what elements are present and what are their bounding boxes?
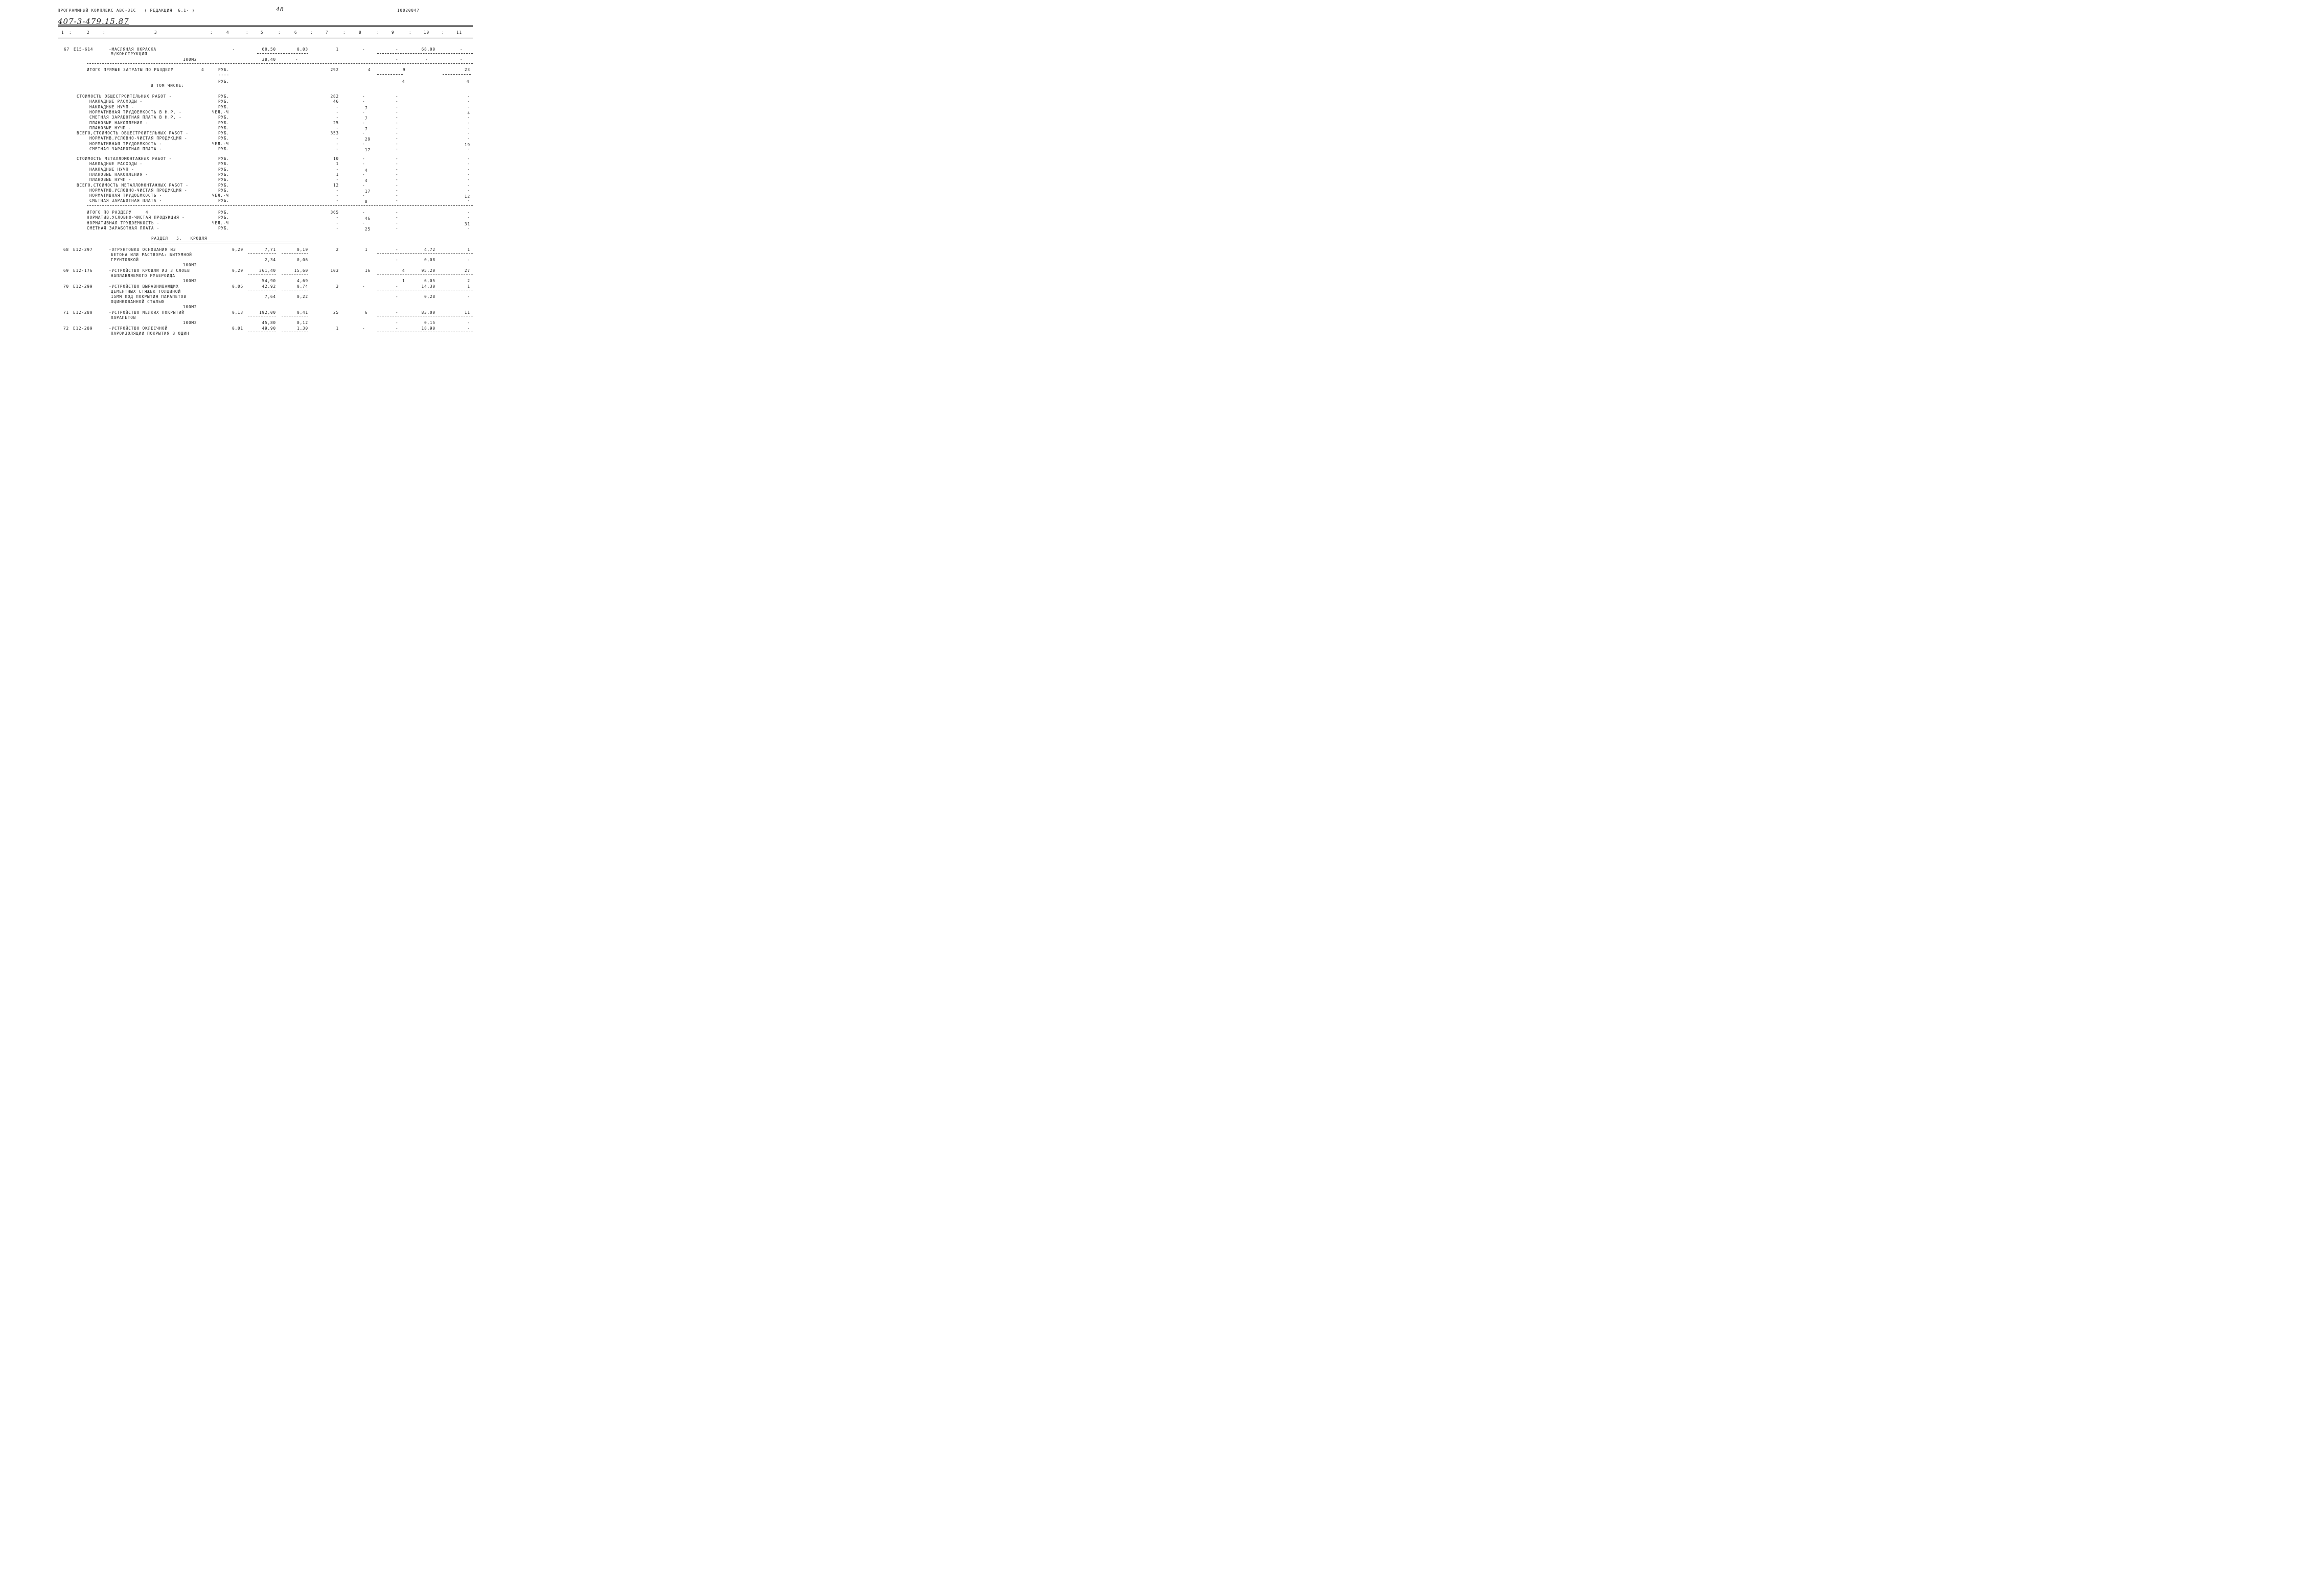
cell-c6-wage: 0,22: [297, 294, 308, 299]
item-number: 71: [63, 310, 69, 315]
item-name-line: БЕТОНА ИЛИ РАСТВОРА: БИТУМНОЙ: [111, 252, 192, 257]
cell-c10: 4,72: [424, 247, 435, 252]
item-name-line: ГРУНТОВКОЙ: [111, 258, 139, 262]
summary-c8: 17: [365, 189, 371, 194]
summary-label: ПЛАНОВЫЕ НУЧП -: [89, 125, 132, 130]
cell-c8: -: [362, 284, 365, 289]
summary-c11: -: [467, 210, 470, 215]
summary-c11: 31: [465, 221, 470, 226]
summary-c11: -: [467, 131, 470, 136]
summary-c8: 25: [365, 226, 371, 232]
col-sep: :: [69, 30, 72, 35]
item-number: 68: [63, 247, 69, 252]
item-number: 70: [63, 284, 69, 289]
cell-c6-wage: -: [295, 57, 298, 62]
summary-label: НОРМАТИВ.УСЛОВНО-ЧИСТАЯ ПРОДУКЦИЯ -: [89, 188, 188, 193]
summary-unit: РУБ.: [218, 115, 229, 120]
direct-costs-c8: 4: [368, 67, 371, 72]
summary-c8: -: [362, 131, 365, 136]
summary-c9: -: [396, 104, 399, 109]
col-10: 10: [424, 30, 429, 35]
cell-divider: [257, 53, 308, 54]
cell-c9: -: [396, 310, 399, 315]
summary-unit: РУБ.: [218, 136, 229, 141]
summary-unit: РУБ.: [218, 225, 229, 230]
cell-c10: 95,20: [421, 268, 435, 273]
summary-unit: РУБ.: [218, 172, 229, 177]
cell-c4: -: [232, 47, 235, 52]
item-number: 69: [63, 268, 69, 273]
cell-c7: 2: [336, 247, 339, 252]
cell-c9-wage: -: [396, 57, 399, 62]
summary-c9: -: [396, 210, 399, 215]
summary-c9: -: [396, 182, 399, 188]
cell-c5-wage: 2,34: [265, 258, 276, 262]
summary-c8: 8: [365, 199, 368, 204]
item-name-line: ПАРАПЕТОВ: [111, 315, 136, 320]
summary-c7: 12: [333, 182, 339, 188]
direct-costs-label: ИТОГО ПРЯМЫЕ ЗАТРАТЫ ПО РАЗДЕЛУ: [87, 67, 174, 72]
item-name-cont: М/КОНСТРУКЦИЯ: [111, 52, 148, 56]
item-unit: 100М2: [183, 57, 197, 62]
cell-divider: [443, 74, 471, 75]
cell-c8: 16: [365, 268, 371, 273]
summary-c8: 4: [365, 168, 368, 173]
cell-c5: 7,71: [265, 247, 276, 252]
summary-c11: -: [467, 198, 470, 203]
item-number: 67: [64, 47, 70, 52]
cell-c4: 0,01: [232, 326, 243, 331]
estimate-page: [0, 0, 523, 353]
summary-label: НОРМАТИВНАЯ ТРУДОЕМКОСТЬ -: [89, 141, 163, 146]
program-header: ПРОГРАММНЫЙ КОМПЛЕКС АВС-3ЕС ( РЕДАКЦИЯ 6.1- ): [58, 8, 195, 13]
cell-c6: 0,41: [297, 310, 308, 315]
cell-c5-wage: 54,90: [262, 279, 276, 283]
cell-c6-wage: 0,06: [297, 258, 308, 262]
summary-c7: -: [336, 115, 339, 120]
cell-c4: 0,13: [232, 310, 243, 315]
direct-costs-c9: 9: [403, 67, 406, 72]
summary-c7: 46: [333, 99, 339, 104]
summary-c8: -: [362, 120, 365, 125]
cell-c11-wage: -: [467, 320, 470, 325]
summary-c11: -: [467, 99, 470, 104]
cell-c9: -: [396, 47, 399, 52]
summary-c9: -: [396, 136, 399, 141]
cell-c6: 15,60: [294, 268, 308, 273]
summary-label: НОРМАТИВНАЯ ТРУДОЕМКОСТЬ -: [87, 220, 160, 225]
item-code: Е12-289: [73, 326, 93, 331]
cell-c8: 6: [365, 310, 368, 315]
summary-label: СМЕТНАЯ ЗАРАБОТНАЯ ПЛАТА -: [89, 147, 163, 151]
summary-label: ВСЕГО,СТОИМОСТЬ МЕТАЛЛОМОНТАЖНЫХ РАБОТ -: [77, 182, 189, 188]
summary-c8: -: [362, 156, 365, 161]
summary-c11: -: [467, 136, 470, 141]
col-sep: :: [409, 30, 412, 35]
handwritten-reference: 407-3-479.15.87: [58, 17, 129, 26]
cell-c10: 14,30: [421, 284, 435, 289]
summary-c9: -: [396, 120, 399, 125]
summary-c11: -: [467, 225, 470, 230]
cell-c9: 4: [402, 268, 405, 273]
summary-c9: -: [396, 94, 399, 99]
summary-unit: РУБ.: [218, 188, 229, 193]
summary-c7: -: [336, 193, 339, 198]
cell-c4: 0,29: [232, 268, 243, 273]
cell-c9: -: [396, 247, 399, 252]
summary-unit: РУБ.: [218, 131, 229, 136]
summary-unit: РУБ.: [218, 177, 229, 182]
cell-c5-wage: 7,64: [265, 294, 276, 299]
cell-c10: 83,00: [421, 310, 435, 315]
cell-c6: 1,30: [297, 326, 308, 331]
summary-c9: -: [396, 215, 399, 220]
cell-c5-wage: 38,40: [262, 57, 276, 62]
cell-c10-wage: 0,28: [424, 294, 435, 299]
header-bottom-rule: [58, 37, 473, 38]
cell-c9-wage: -: [396, 294, 399, 299]
item-code: Е12-297: [73, 247, 93, 252]
item-code: Е12-299: [73, 284, 93, 289]
cell-c5: 60,50: [262, 47, 276, 52]
col-sep: :: [278, 30, 281, 35]
summary-c8: 17: [365, 148, 371, 152]
summary-unit: РУБ.: [218, 210, 229, 215]
cell-c5: 192,00: [259, 310, 276, 315]
cell-c11: 1: [467, 247, 470, 252]
cell-c11: 1: [467, 284, 470, 289]
summary-label: НАКЛАДНЫЕ РАСХОДЫ -: [89, 161, 143, 167]
summary-label: НОРМАТИВНАЯ ТРУДОЕМКОСТЬ -: [89, 193, 163, 198]
item-name-line: ПАРОИЗОЛЯЦИИ ПОКРЫТИЯ В ОДИН: [111, 331, 190, 336]
cell-c10: 68,00: [421, 47, 435, 52]
cell-c5: 361,40: [259, 268, 276, 273]
cell-c11: 11: [465, 310, 470, 315]
cell-c9-wage: 1: [402, 279, 405, 283]
page-number: 48: [276, 6, 284, 13]
item-code: Е12-280: [73, 310, 93, 315]
summary-c8: 46: [365, 216, 371, 221]
summary-unit: РУБ.: [218, 125, 229, 130]
cell-c6: 0,74: [297, 284, 308, 289]
direct-costs-unit-dash: ----: [218, 73, 229, 77]
summary-c9: -: [396, 161, 399, 167]
summary-unit: РУБ.: [218, 104, 229, 109]
summary-label: СМЕТНАЯ ЗАРАБОТНАЯ ПЛАТА -: [89, 198, 163, 203]
col-8: 8: [359, 30, 362, 35]
cell-divider: [377, 53, 473, 54]
cell-c6-wage: 4,69: [297, 279, 308, 283]
summary-c9: -: [396, 225, 399, 230]
summary-c7: 1: [336, 161, 339, 167]
col-sep: :: [442, 30, 445, 35]
summary-c11: -: [467, 172, 470, 177]
cell-c7: 1: [336, 47, 339, 52]
summary-label: НОРМАТИВ.УСЛОВНО-ЧИСТАЯ ПРОДУКЦИЯ -: [87, 215, 185, 220]
summary-c11: -: [467, 104, 470, 109]
summary-c8: 29: [365, 137, 371, 142]
summary-unit: ЧЕЛ.-Ч: [212, 141, 229, 146]
item-name: -МАСЛЯНАЯ ОКРАСКА: [109, 47, 157, 52]
summary-c8: -: [362, 182, 365, 188]
summary-c8: -: [362, 210, 365, 215]
col-sep: :: [103, 30, 106, 35]
summary-c7: -: [336, 225, 339, 230]
cell-c5-wage: 45,80: [262, 320, 276, 325]
summary-label: НАКЛАДНЫЕ НУЧП -: [89, 167, 134, 172]
cell-c6: 0,19: [297, 247, 308, 252]
summary-unit: РУБ.: [218, 182, 229, 188]
summary-label: СМЕТНАЯ ЗАРАБОТНАЯ ПЛАТА В Н.Р. -: [89, 115, 182, 120]
summary-c7: -: [336, 125, 339, 130]
summary-label: СТОИМОСТЬ ОБЩЕСТРОИТЕЛЬНЫХ РАБОТ -: [77, 94, 172, 99]
col-sep: :: [210, 30, 213, 35]
item-unit: 100М2: [183, 320, 197, 325]
col-7: 7: [326, 30, 329, 35]
summary-c11: -: [467, 188, 470, 193]
summary-c8: -: [362, 220, 365, 225]
summary-unit: РУБ.: [218, 161, 229, 167]
summary-c9: -: [396, 109, 399, 114]
summary-unit: РУБ.: [218, 94, 229, 99]
cell-c11: -: [460, 47, 463, 52]
cell-c5: 49,90: [262, 326, 276, 331]
summary-c11: 4: [467, 110, 470, 116]
item-code: Е12-176: [73, 268, 93, 273]
summary-c8: -: [362, 172, 365, 177]
summary-c9: -: [396, 141, 399, 146]
summary-c11: 12: [465, 194, 470, 199]
summary-c9: -: [396, 167, 399, 172]
col-sep: :: [246, 30, 249, 35]
cell-c6-wage: 0,12: [297, 320, 308, 325]
summary-c7: -: [336, 109, 339, 114]
direct-costs-c11: 23: [465, 67, 470, 72]
summary-c7: 282: [330, 94, 339, 99]
summary-c9: -: [396, 177, 399, 182]
cell-c10-wage: 0,15: [424, 320, 435, 325]
cell-c8: 1: [365, 247, 368, 252]
cell-c4: 0,29: [232, 247, 243, 252]
section-total-divider: [87, 205, 473, 206]
summary-label: СМЕТНАЯ ЗАРАБОТНАЯ ПЛАТА -: [87, 225, 160, 230]
col-2: 2: [87, 30, 90, 35]
item-name-line: ОЦИНКОВАННОЙ СТАЛЬЮ: [111, 299, 164, 304]
item-unit: 100М2: [183, 305, 197, 309]
direct-costs-c11-wage: 4: [467, 79, 470, 84]
cell-c4: 0,06: [232, 284, 243, 289]
summary-c11: -: [467, 94, 470, 99]
summary-c7: 25: [333, 120, 339, 125]
col-4: 4: [226, 30, 229, 35]
cell-c10: 18,90: [421, 326, 435, 331]
summary-c8: 7: [365, 126, 368, 131]
summary-c7: -: [336, 220, 339, 225]
cell-c11-wage: -: [460, 57, 463, 62]
summary-c8: -: [362, 161, 365, 167]
document-code: 10020047: [397, 8, 420, 13]
summary-label: ИТОГО ПО РАЗДЕЛУ 4: [87, 210, 149, 215]
summary-c11: -: [467, 156, 470, 161]
summary-c8: -: [362, 99, 365, 104]
summary-c11: -: [467, 161, 470, 167]
cell-c10-wage: 6,05: [424, 279, 435, 283]
item-name-line: -УСТРОЙСТВО ВЫРАВНИВАЮЩИХ: [109, 284, 179, 289]
col-6: 6: [294, 30, 297, 35]
direct-costs-section: 4: [201, 67, 204, 72]
summary-c7: 1: [336, 172, 339, 177]
summary-label: ПЛАНОВЫЕ НАКОПЛЕНИЯ -: [89, 172, 148, 177]
direct-costs-c9-wage: 4: [402, 79, 405, 84]
summary-c9: -: [396, 99, 399, 104]
summary-c7: -: [336, 141, 339, 146]
item-name-line: НАПЛАВЛЯЕМОГО РУБЕРОИДА: [111, 273, 175, 278]
cell-c11-wage: -: [467, 294, 470, 299]
cell-c6: 0,03: [297, 47, 308, 52]
including-label: В ТОМ ЧИСЛЕ:: [151, 83, 185, 88]
summary-label: СТОИМОСТЬ МЕТАЛЛОМОНТАЖНЫХ РАБОТ -: [77, 156, 172, 161]
summary-unit: РУБ.: [218, 215, 229, 220]
summary-c7: -: [336, 188, 339, 193]
summary-label: ПЛАНОВЫЕ НУЧП -: [89, 177, 132, 182]
summary-c9: -: [396, 172, 399, 177]
item-name-line: -УСТРОЙСТВО КРОВЛИ ИЗ 3 СЛОЕВ: [109, 268, 190, 273]
summary-c9: -: [396, 125, 399, 130]
col-1: 1: [61, 30, 64, 35]
summary-label: ПЛАНОВЫЕ НАКОПЛЕНИЯ -: [89, 120, 148, 125]
summary-c7: -: [336, 198, 339, 203]
summary-c11: -: [467, 182, 470, 188]
item-code: Е15-614: [74, 47, 94, 52]
summary-c9: -: [396, 115, 399, 120]
summary-unit: РУБ.: [218, 99, 229, 104]
summary-c7: 353: [330, 131, 339, 136]
cell-c7: 1: [336, 326, 339, 331]
summary-unit: РУБ.: [218, 198, 229, 203]
col-9: 9: [392, 30, 395, 35]
cell-c9-wage: -: [396, 320, 399, 325]
summary-c7: -: [336, 104, 339, 109]
item-name-line: -УСТРОЙСТВО МЕЛКИХ ПОКРЫТИЙ: [109, 310, 185, 315]
summary-c7: 10: [333, 156, 339, 161]
summary-c11: -: [467, 167, 470, 172]
summary-c8: 4: [365, 178, 368, 183]
summary-c8: 7: [365, 116, 368, 121]
summary-c8: -: [362, 94, 365, 99]
cell-c9-wage: -: [396, 258, 399, 262]
col-sep: :: [310, 30, 313, 35]
section-divider: [87, 63, 473, 64]
section-5-title: РАЗДЕЛ 5. КРОВЛЯ: [151, 236, 208, 241]
cell-divider: [377, 74, 403, 75]
cell-c5: 42,92: [262, 284, 276, 289]
cell-c10-wage: -: [425, 57, 428, 62]
summary-c7: 365: [330, 210, 339, 215]
summary-c7: -: [336, 167, 339, 172]
col-sep: :: [343, 30, 346, 35]
summary-c9: -: [396, 220, 399, 225]
direct-costs-unit-2: РУБ.: [218, 79, 229, 84]
summary-c9: -: [396, 193, 399, 198]
item-name-line: ЦЕМЕНТНЫХ СТЯЖЕК ТОЛЩИНОЙ: [111, 289, 181, 294]
direct-costs-unit: РУБ.: [218, 67, 229, 72]
summary-c11: 19: [465, 142, 470, 147]
item-unit: 100М2: [183, 263, 197, 267]
summary-label: ВСЕГО,СТОИМОСТЬ ОБЩЕСТРОИТЕЛЬНЫХ РАБОТ -: [77, 131, 189, 136]
cell-c11-wage: 2: [467, 279, 470, 283]
cell-c9: -: [396, 326, 399, 331]
cell-c8: -: [362, 47, 365, 52]
summary-c11: -: [467, 147, 470, 151]
col-sep: :: [377, 30, 380, 35]
table-top-rule: [58, 25, 473, 27]
summary-c11: -: [467, 120, 470, 125]
item-name-line: -ОГРУНТОВКА ОСНОВАНИЯ ИЗ: [109, 247, 176, 252]
summary-label: НОРМАТИВНАЯ ТРУДОЕМКОСТЬ В Н.Р. -: [89, 109, 182, 114]
summary-unit: РУБ.: [218, 147, 229, 151]
section-5-title-underline: [151, 242, 301, 243]
summary-c9: -: [396, 147, 399, 151]
direct-costs-c7: 292: [330, 67, 339, 72]
summary-c9: -: [396, 188, 399, 193]
summary-c11: -: [467, 125, 470, 130]
summary-c7: -: [336, 177, 339, 182]
summary-c11: -: [467, 115, 470, 120]
summary-c11: -: [467, 177, 470, 182]
item-name-line: -УСТРОЙСТВО ОКЛЕЕЧНОЙ: [109, 326, 168, 331]
cell-c7: 103: [330, 268, 339, 273]
summary-c8: -: [362, 141, 365, 146]
summary-unit: РУБ.: [218, 167, 229, 172]
cell-c11: -: [467, 326, 470, 331]
summary-c9: -: [396, 156, 399, 161]
summary-label: НОРМАТИВ.УСЛОВНО-ЧИСТАЯ ПРОДУКЦИЯ -: [89, 136, 188, 141]
summary-c8: 7: [365, 105, 368, 110]
summary-label: НАКЛАДНЫЕ РАСХОДЫ -: [89, 99, 143, 104]
item-unit: 100М2: [183, 279, 197, 283]
cell-c9: -: [396, 284, 399, 289]
item-name-line: 15ММ ПОД ПОКРЫТИЯ ПАРАПЕТОВ: [111, 294, 187, 299]
summary-unit: РУБ.: [218, 120, 229, 125]
summary-c8: -: [362, 193, 365, 198]
summary-c11: -: [467, 215, 470, 220]
summary-unit: ЧЕЛ.-Ч: [212, 109, 229, 114]
summary-unit: РУБ.: [218, 156, 229, 161]
summary-c7: -: [336, 136, 339, 141]
item-number: 72: [63, 326, 69, 331]
col-3: 3: [154, 30, 157, 35]
col-5: 5: [261, 30, 264, 35]
summary-unit: ЧЕЛ.-Ч: [212, 193, 229, 198]
cell-c10-wage: 0,08: [424, 258, 435, 262]
cell-c7: 25: [333, 310, 339, 315]
cell-c7: 3: [336, 284, 339, 289]
summary-c7: -: [336, 215, 339, 220]
summary-c7: -: [336, 147, 339, 151]
cell-c11-wage: -: [467, 258, 470, 262]
cell-c11: 27: [465, 268, 470, 273]
summary-c9: -: [396, 131, 399, 136]
summary-c8: -: [362, 109, 365, 114]
summary-unit: ЧЕЛ.-Ч: [212, 220, 229, 225]
summary-label: НАКЛАДНЫЕ НУЧП -: [89, 104, 134, 109]
summary-c9: -: [396, 198, 399, 203]
col-11: 11: [456, 30, 462, 35]
cell-c8: -: [362, 326, 365, 331]
